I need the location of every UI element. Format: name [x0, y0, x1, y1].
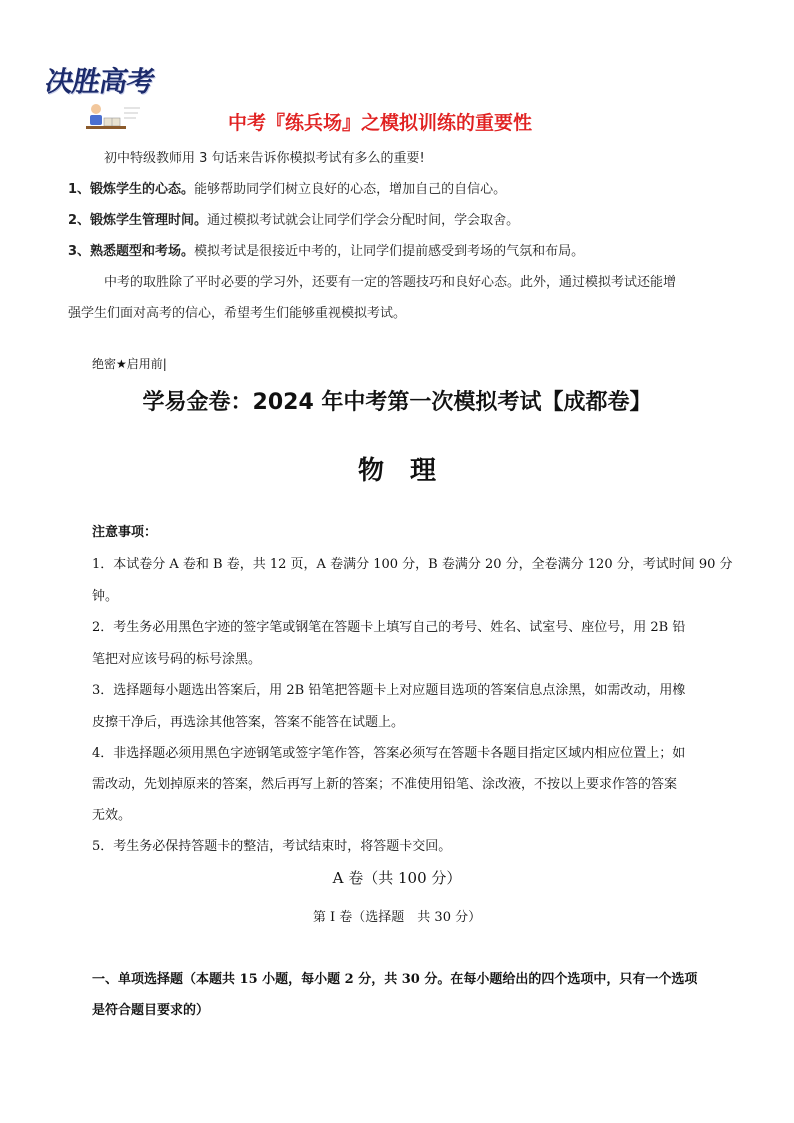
promo-title: 中考『练兵场』之模拟训练的重要性	[228, 112, 533, 134]
note-line: 钟。	[92, 589, 119, 604]
notes-heading: 注意事项：	[92, 525, 158, 540]
note-line: 需改动，先划掉原来的答案，然后再写上新的答案；不准使用铅笔、涂改液，不按以上要求作答的答案	[92, 777, 678, 792]
note-line: 2．考生务必用黑色字迹的签字笔或钢笔在答题卡上填写自己的考号、姓名、试室号、座位号，用 2B 铅	[92, 620, 686, 635]
promo-point	[68, 209, 519, 228]
logo-text: 决胜高考	[42, 65, 157, 98]
point-number: 2、	[68, 213, 91, 228]
note-line: 皮擦干净后，再选涂其他答案，答案不能答在试题上。	[92, 715, 405, 730]
section-a-heading: A 卷（共 100 分）	[332, 869, 462, 887]
point-number: 3、	[68, 244, 91, 259]
part-one-heading: 第 I 卷（选择题 共 30 分）	[312, 910, 482, 925]
point-body: 通过模拟考试就会让同学们学会分配时间，学会取舍。	[207, 213, 520, 228]
point-heading: 锻炼学生管理时间。	[90, 213, 208, 228]
promo-point	[68, 178, 506, 197]
exam-title: 学易金卷：2024 年中考第一次模拟考试【成都卷】	[142, 390, 652, 415]
question-heading-line: 是符合题目要求的）	[92, 1003, 210, 1018]
student-reading-icon	[82, 100, 142, 134]
promo-point	[68, 240, 584, 259]
note-line: 4．非选择题必须用黑色字迹钢笔或签字笔作答，答案必须写在答题卡各题目指定区域内相应位置上；如	[92, 746, 686, 761]
note-line: 无效。	[92, 808, 132, 823]
subject-title: 物理	[357, 456, 462, 486]
point-heading: 锻炼学生的心态。	[90, 182, 195, 197]
point-body: 模拟考试是很接近中考的，让同学们提前感受到考场的气氛和布局。	[194, 244, 585, 259]
promo-paragraph-line: 中考的取胜除了平时必要的学习外，还要有一定的答题技巧和良好心态。此外，通过模拟考试还能增	[104, 275, 677, 290]
note-line: 3．选择题每小题选出答案后，用 2B 铅笔把答题卡上对应题目选项的答案信息点涂黑，如需改动，用橡	[92, 683, 686, 698]
point-heading: 熟悉题型和考场。	[90, 244, 195, 259]
promo-paragraph-line: 强学生们面对高考的信心，希望考生们能够重视模拟考试。	[68, 306, 407, 321]
point-number: 1、	[68, 182, 91, 197]
brand-logo	[44, 56, 174, 146]
note-line: 5．考生务必保持答题卡的整洁，考试结束时，将答题卡交回。	[92, 839, 452, 854]
point-body: 能够帮助同学们树立良好的心态，增加自己的自信心。	[194, 182, 507, 197]
question-heading-line: 一、单项选择题（本题共 15 小题，每小题 2 分，共 30 分。在每小题给出的四个选项中，只有一个选项	[92, 972, 698, 987]
note-line: 笔把对应该号码的标号涂黑。	[92, 652, 262, 667]
confidential-mark: 绝密★启用前|	[92, 357, 167, 371]
note-line: 1．本试卷分 A 卷和 B 卷，共 12 页，A 卷满分 100 分，B 卷满分 20 分，全卷满分 120 分，考试时间 90 分	[92, 557, 733, 572]
promo-intro: 初中特级教师用 3 句话来告诉你模拟考试有多么的重要!	[104, 151, 425, 166]
